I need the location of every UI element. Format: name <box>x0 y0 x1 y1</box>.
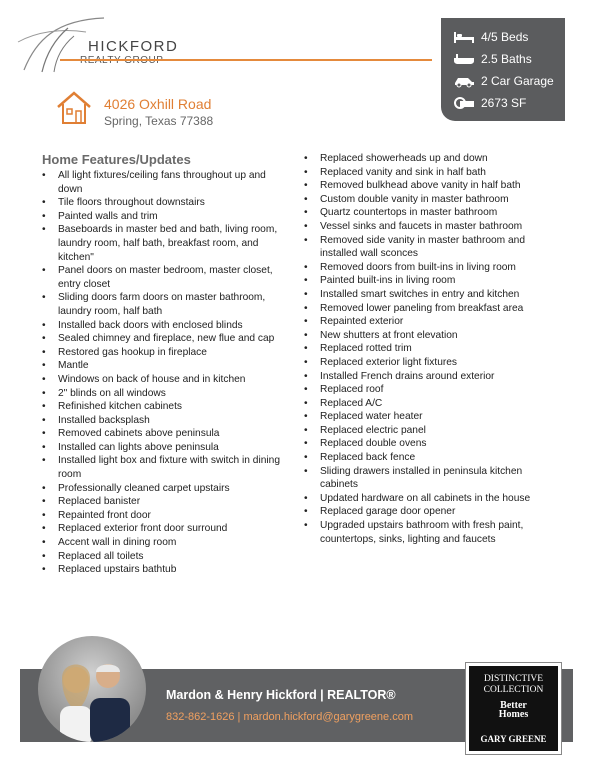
spec-garage-label: 2 Car Garage <box>481 74 554 88</box>
address-city: Spring, Texas 77388 <box>104 114 214 128</box>
feature-item: • Painted built-ins in living room <box>302 274 550 288</box>
feature-item: • Replaced A/C <box>302 397 550 411</box>
address-street: 4026 Oxhill Road <box>104 96 212 112</box>
feature-item: • Installed light box and fixture with switch in dining room <box>40 454 286 481</box>
spec-sqft-label: 2673 SF <box>481 96 527 110</box>
badge-brand-2: Homes <box>498 709 529 720</box>
feature-item: • Installed back doors with enclosed blinds <box>40 319 286 333</box>
agents-portrait-icon <box>38 636 146 742</box>
feature-item: • Tile floors throughout downstairs <box>40 196 286 210</box>
feature-item: • Replaced electric panel <box>302 424 550 438</box>
bathtub-icon <box>453 52 475 66</box>
feature-item: • Replaced double ovens <box>302 437 550 451</box>
feature-item: • Sliding drawers installed in peninsula kitchen cabinets <box>302 465 550 492</box>
feature-item: • Updated hardware on all cabinets in the house <box>302 492 550 506</box>
agents-contact: 832-862-1626 | mardon.hickford@garygreene.com <box>166 711 413 723</box>
feature-item: • Installed smart switches in entry and kitchen <box>302 288 550 302</box>
features-list-left <box>40 169 286 577</box>
feature-item: • Replaced vanity and sink in half bath <box>302 166 550 180</box>
feature-item: • Replaced upstairs bathtub <box>40 563 286 577</box>
badge-line-1: DISTINCTIVE <box>483 674 544 684</box>
feature-item: • 2" blinds on all windows <box>40 387 286 401</box>
spec-baths <box>453 50 532 68</box>
agents-name: Mardon & Henry Hickford | REALTOR® <box>166 688 396 702</box>
badge-line-2: COLLECTION <box>483 685 544 695</box>
features-list-right <box>302 152 550 546</box>
feature-item: • Removed bulkhead above vanity in half bath <box>302 179 550 193</box>
features-title: Home Features/Updates <box>42 152 191 167</box>
feature-item: • Painted walls and trim <box>40 210 286 224</box>
feature-item: • Windows on back of house and in kitchen <box>40 373 286 387</box>
property-specs-box <box>441 18 565 121</box>
brand-name: HICKFORD <box>88 38 179 55</box>
feature-item: • Baseboards in master bed and bath, living room, laundry room, half bath, breakfast room, and kitchen" <box>40 223 286 264</box>
spec-garage <box>453 72 554 90</box>
feature-item: • Replaced banister <box>40 495 286 509</box>
feature-item: • Removed cabinets above peninsula <box>40 427 286 441</box>
feature-item: • Installed French drains around exterior <box>302 370 550 384</box>
feature-item: • Custom double vanity in master bathroom <box>302 193 550 207</box>
spec-sqft <box>453 94 526 112</box>
badge-name: GARY GREENE <box>480 734 547 744</box>
feature-item: • Professionally cleaned carpet upstairs <box>40 482 286 496</box>
feature-item: • Removed lower paneling from breakfast area <box>302 302 550 316</box>
feature-item: • Replaced all toilets <box>40 550 286 564</box>
feature-item: • Mantle <box>40 359 286 373</box>
feature-item: • Vessel sinks and faucets in master bathroom <box>302 220 550 234</box>
feature-item: • Quartz countertops in master bathroom <box>302 206 550 220</box>
feature-item: • Replaced water heater <box>302 410 550 424</box>
feature-item: • Restored gas hookup in fireplace <box>40 346 286 360</box>
spec-beds-label: 4/5 Beds <box>481 30 529 44</box>
brokerage-badge <box>466 663 561 754</box>
feature-item: • Sealed chimney and fireplace, new flue and cap <box>40 332 286 346</box>
feature-item: • Removed side vanity in master bathroom and installed wall sconces <box>302 234 550 261</box>
feature-item: • Repainted front door <box>40 509 286 523</box>
feature-item: • New shutters at front elevation <box>302 329 550 343</box>
feature-item: • Installed can lights above peninsula <box>40 441 286 455</box>
feature-item: • All light fixtures/ceiling fans throughout up and down <box>40 169 286 196</box>
feature-item: • Replaced showerheads up and down <box>302 152 550 166</box>
feature-item: • Replaced exterior light fixtures <box>302 356 550 370</box>
badge-brand-1: Better <box>500 700 527 711</box>
bed-icon <box>453 30 475 44</box>
spec-baths-label: 2.5 Baths <box>481 52 532 66</box>
feature-item: • Removed doors from built-ins in living room <box>302 261 550 275</box>
header-divider <box>60 59 432 61</box>
house-icon <box>55 89 93 127</box>
badge-brand <box>469 701 558 719</box>
feature-item: • Refinished kitchen cabinets <box>40 400 286 414</box>
feature-item: • Replaced exterior front door surround <box>40 522 286 536</box>
feature-item: • Installed backsplash <box>40 414 286 428</box>
spec-beds <box>453 28 528 46</box>
feature-item: • Sliding doors farm doors on master bathroom, laundry room, half bath <box>40 291 286 318</box>
feature-item: • Replaced garage door opener <box>302 505 550 519</box>
ruler-icon <box>453 96 475 110</box>
feature-item: • Repainted exterior <box>302 315 550 329</box>
feature-item: • Replaced roof <box>302 383 550 397</box>
feature-item: • Panel doors on master bedroom, master closet, entry closet <box>40 264 286 291</box>
feature-item: • Replaced rotted trim <box>302 342 550 356</box>
brand-logo <box>16 10 416 80</box>
agents-photo <box>38 636 146 742</box>
feature-item: • Upgraded upstairs bathroom with fresh paint, countertops, sinks, lighting and faucets <box>302 519 550 546</box>
feature-item: • Replaced back fence <box>302 451 550 465</box>
badge-title <box>469 674 558 696</box>
car-icon <box>453 74 475 88</box>
feature-item: • Accent wall in dining room <box>40 536 286 550</box>
